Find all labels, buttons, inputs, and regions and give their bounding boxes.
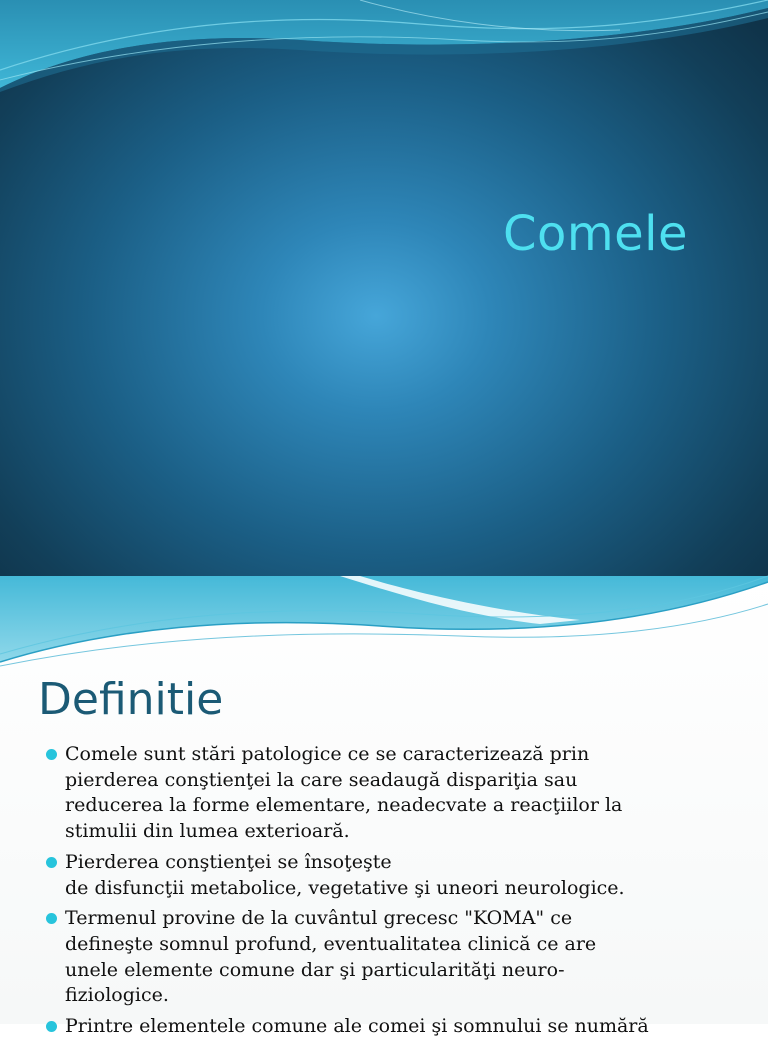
bullet-item [44, 906, 734, 1009]
bullet-line: defineşte somnul profund, eventualitatea clinică ce are [65, 932, 597, 955]
bullet-line: Comele sunt stări patologice ce se caracterizează prin [65, 743, 590, 765]
top-wave-decoration [0, 576, 768, 668]
bullet-line: reducerea la forme elementare, neadecvate a reacţiilor la [65, 794, 623, 817]
slide-title: Definitie [38, 674, 224, 725]
slide-title: Comele [502, 206, 688, 262]
bullet-line: de disfuncţii metabolice, vegetative şi uneori neurologice. [65, 876, 625, 899]
bullet-item [44, 742, 734, 845]
bullet-line: pierderea conştienţei la care seadaugă dispariţia sau [65, 768, 578, 791]
bullet-item [44, 850, 734, 901]
bullet-line: Printre elementele comune ale comei şi somnului se numără [65, 1015, 649, 1038]
bullet-dot-icon [46, 749, 57, 760]
bullet-line: fiziologice. [65, 984, 169, 1007]
content-slide [0, 576, 768, 1038]
bullet-line: Pierderea conştienţei se însoţeşte [65, 850, 392, 873]
bullet-dot-icon [46, 913, 57, 924]
bullet-line: stimulii din lumea exterioară. [65, 820, 350, 843]
bullet-dot-icon [46, 1021, 57, 1032]
bullet-item [44, 1014, 734, 1040]
bullet-dot-icon [46, 857, 57, 868]
bullet-line: unele elemente comune dar şi particularităţi neuro- [65, 958, 565, 981]
bullet-line: Termenul provine de la cuvântul grecesc "KOMA" ce [65, 907, 573, 930]
bullet-list [44, 742, 734, 1045]
top-wave-decoration [0, 0, 768, 92]
